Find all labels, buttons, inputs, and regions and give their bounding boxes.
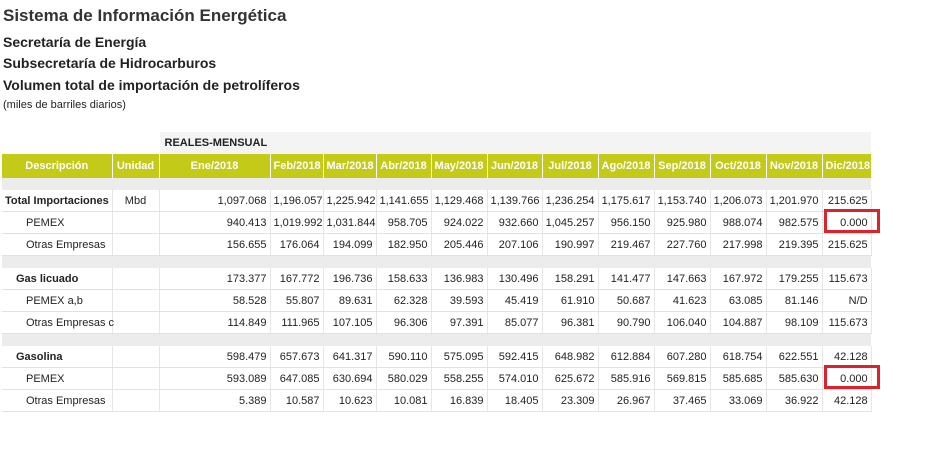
- table-row: [2, 212, 871, 234]
- value-cell: 1,031.844: [323, 212, 376, 234]
- value-cell-text: 0.000: [840, 216, 868, 229]
- value-cell: 648.982: [542, 346, 598, 368]
- spacer-row: [2, 256, 871, 269]
- table-row: [2, 290, 871, 312]
- value-cell: 89.631: [323, 290, 376, 312]
- column-header: Mar/2018: [323, 154, 376, 178]
- value-cell: 141.477: [598, 268, 654, 290]
- report-title: Volumen total de importación de petrolíferos: [3, 77, 300, 93]
- value-cell: 558.255: [431, 368, 487, 390]
- value-cell: 612.884: [598, 346, 654, 368]
- value-cell: 42.128: [822, 346, 871, 368]
- value-cell: 16.839: [431, 390, 487, 412]
- value-cell: 36.922: [766, 390, 822, 412]
- row-label: Otras Empresas c: [2, 312, 112, 334]
- value-cell: 205.446: [431, 234, 487, 256]
- value-cell-text: 0.000: [840, 372, 868, 385]
- value-cell: 10.587: [270, 390, 323, 412]
- value-cell: 107.105: [323, 312, 376, 334]
- value-cell: 215.625: [822, 234, 871, 256]
- row-label: Gas licuado: [2, 268, 112, 290]
- value-cell: 182.950: [376, 234, 431, 256]
- value-cell: 1,019.992: [270, 212, 323, 234]
- value-cell: 647.085: [270, 368, 323, 390]
- value-cell: 63.085: [710, 290, 766, 312]
- column-header: Nov/2018: [766, 154, 822, 178]
- table-row: [2, 234, 871, 256]
- value-cell: 1,129.468: [431, 190, 487, 212]
- value-cell: 592.415: [487, 346, 542, 368]
- value-cell: 96.306: [376, 312, 431, 334]
- value-cell: N/D: [822, 290, 871, 312]
- value-cell: 173.377: [159, 268, 270, 290]
- value-cell: 10.081: [376, 390, 431, 412]
- column-header: Ago/2018: [598, 154, 654, 178]
- row-label: Total Importaciones: [2, 190, 112, 212]
- value-cell: 50.687: [598, 290, 654, 312]
- row-unit: Mbd: [112, 190, 159, 212]
- value-cell: 23.309: [542, 390, 598, 412]
- column-header: Sep/2018: [654, 154, 710, 178]
- value-cell: 569.815: [654, 368, 710, 390]
- column-header: Jul/2018: [542, 154, 598, 178]
- value-cell: 630.694: [323, 368, 376, 390]
- value-cell: 176.064: [270, 234, 323, 256]
- secretaria-label: Secretaría de Energía: [3, 34, 147, 50]
- table-row: [2, 312, 871, 334]
- value-cell: [822, 368, 871, 390]
- table-row: [2, 190, 871, 212]
- column-header: Dic/2018: [822, 154, 871, 178]
- value-cell: 607.280: [654, 346, 710, 368]
- value-cell: 115.673: [822, 312, 871, 334]
- value-cell: 219.467: [598, 234, 654, 256]
- value-cell: 1,225.942: [323, 190, 376, 212]
- value-cell: 657.673: [270, 346, 323, 368]
- column-header: Jun/2018: [487, 154, 542, 178]
- value-cell: 215.625: [822, 190, 871, 212]
- value-cell: 924.022: [431, 212, 487, 234]
- imports-table: [2, 132, 872, 412]
- value-cell: 167.772: [270, 268, 323, 290]
- value-cell: 1,206.073: [710, 190, 766, 212]
- column-header: Unidad: [112, 154, 159, 178]
- spacer-row: [2, 178, 871, 190]
- value-cell: 156.655: [159, 234, 270, 256]
- value-cell: 1,097.068: [159, 190, 270, 212]
- column-header: Abr/2018: [376, 154, 431, 178]
- value-cell: 130.496: [487, 268, 542, 290]
- row-unit: [112, 390, 159, 412]
- row-label: PEMEX: [2, 368, 112, 390]
- value-cell: 598.479: [159, 346, 270, 368]
- value-cell: 10.623: [323, 390, 376, 412]
- row-unit: [112, 346, 159, 368]
- column-header: Oct/2018: [710, 154, 766, 178]
- value-cell: 26.967: [598, 390, 654, 412]
- row-unit: [112, 290, 159, 312]
- value-cell: 62.328: [376, 290, 431, 312]
- value-cell: 111.965: [270, 312, 323, 334]
- value-cell: 1,201.970: [766, 190, 822, 212]
- value-cell: 1,141.655: [376, 190, 431, 212]
- value-cell: 37.465: [654, 390, 710, 412]
- value-cell: 988.074: [710, 212, 766, 234]
- table-row: [2, 268, 871, 290]
- value-cell: 190.997: [542, 234, 598, 256]
- value-cell: 585.630: [766, 368, 822, 390]
- realm-row: [2, 132, 871, 154]
- value-cell: 33.069: [710, 390, 766, 412]
- system-title: Sistema de Información Energética: [3, 6, 287, 25]
- value-cell: 158.291: [542, 268, 598, 290]
- value-cell: 590.110: [376, 346, 431, 368]
- row-label: PEMEX a,b: [2, 290, 112, 312]
- value-cell: 1,236.254: [542, 190, 598, 212]
- value-cell: 41.623: [654, 290, 710, 312]
- value-cell: 98.109: [766, 312, 822, 334]
- value-cell: 167.972: [710, 268, 766, 290]
- value-cell: 207.106: [487, 234, 542, 256]
- value-cell: 622.551: [766, 346, 822, 368]
- row-unit: [112, 368, 159, 390]
- value-cell: 925.980: [654, 212, 710, 234]
- value-cell: 39.593: [431, 290, 487, 312]
- table-row: [2, 368, 871, 390]
- value-cell: 42.128: [822, 390, 871, 412]
- realm-label: REALES-MENSUAL: [159, 132, 871, 154]
- value-cell: 90.790: [598, 312, 654, 334]
- value-cell: 158.633: [376, 268, 431, 290]
- value-cell: 196.736: [323, 268, 376, 290]
- value-cell: 641.317: [323, 346, 376, 368]
- row-label: Otras Empresas: [2, 234, 112, 256]
- value-cell: 958.705: [376, 212, 431, 234]
- value-cell: 55.807: [270, 290, 323, 312]
- value-cell: 940.413: [159, 212, 270, 234]
- value-cell: 179.255: [766, 268, 822, 290]
- spacer-row: [2, 334, 871, 347]
- column-header: May/2018: [431, 154, 487, 178]
- row-label: Otras Empresas: [2, 390, 112, 412]
- value-cell: 574.010: [487, 368, 542, 390]
- value-cell: 1,045.257: [542, 212, 598, 234]
- value-cell: 585.685: [710, 368, 766, 390]
- value-cell: 18.405: [487, 390, 542, 412]
- table-row: [2, 346, 871, 368]
- row-label: PEMEX: [2, 212, 112, 234]
- subsecretaria-label: Subsecretaría de Hidrocarburos: [3, 55, 217, 71]
- value-cell: 1,153.740: [654, 190, 710, 212]
- value-cell: 61.910: [542, 290, 598, 312]
- value-cell: 58.528: [159, 290, 270, 312]
- row-unit: [112, 268, 159, 290]
- value-cell: 81.146: [766, 290, 822, 312]
- column-header: Feb/2018: [270, 154, 323, 178]
- row-label: Gasolina: [2, 346, 112, 368]
- value-cell: 104.887: [710, 312, 766, 334]
- value-cell: 1,196.057: [270, 190, 323, 212]
- value-cell: 114.849: [159, 312, 270, 334]
- value-cell: 956.150: [598, 212, 654, 234]
- value-cell: 618.754: [710, 346, 766, 368]
- value-cell: 147.663: [654, 268, 710, 290]
- value-cell: 1,139.766: [487, 190, 542, 212]
- value-cell: 982.575: [766, 212, 822, 234]
- value-cell: 625.672: [542, 368, 598, 390]
- value-cell: 115.673: [822, 268, 871, 290]
- value-cell: 96.381: [542, 312, 598, 334]
- value-cell: 5.389: [159, 390, 270, 412]
- row-unit: [112, 212, 159, 234]
- value-cell: 136.983: [431, 268, 487, 290]
- value-cell: 580.029: [376, 368, 431, 390]
- value-cell: 85.077: [487, 312, 542, 334]
- value-cell: 217.998: [710, 234, 766, 256]
- value-cell: 219.395: [766, 234, 822, 256]
- value-cell: 97.391: [431, 312, 487, 334]
- value-cell: 106.040: [654, 312, 710, 334]
- value-cell: 45.419: [487, 290, 542, 312]
- value-cell: 194.099: [323, 234, 376, 256]
- table-row: [2, 390, 871, 412]
- value-cell: [822, 212, 871, 234]
- value-cell: 1,175.617: [598, 190, 654, 212]
- column-header: Ene/2018: [159, 154, 270, 178]
- value-cell: 227.760: [654, 234, 710, 256]
- units-note: (miles de barriles diarios): [3, 99, 126, 111]
- value-cell: 585.916: [598, 368, 654, 390]
- column-header-row: [2, 154, 871, 178]
- value-cell: 932.660: [487, 212, 542, 234]
- value-cell: 593.089: [159, 368, 270, 390]
- column-header: Descripción: [2, 154, 112, 178]
- row-unit: [112, 312, 159, 334]
- row-unit: [112, 234, 159, 256]
- value-cell: 575.095: [431, 346, 487, 368]
